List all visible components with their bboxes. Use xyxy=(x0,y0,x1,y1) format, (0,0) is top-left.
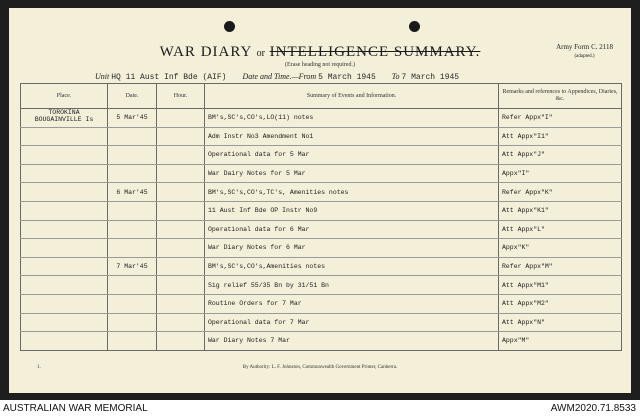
table-row xyxy=(21,332,622,351)
cell-date xyxy=(108,201,157,220)
punch-hole-left xyxy=(224,21,235,32)
cell-hour xyxy=(157,220,205,239)
cell-place xyxy=(21,183,108,202)
cell-hour xyxy=(157,127,205,146)
col-remarks-header: Remarks and references to Appendices, Diaries, &c. xyxy=(499,84,622,109)
cell-hour xyxy=(157,313,205,332)
from-value: 5 March 1945 xyxy=(318,73,376,82)
form-sub: (adapted.) xyxy=(574,54,595,59)
cell-summary: Sig relief 55/35 Bn by 31/51 Bn xyxy=(205,276,499,295)
cell-remarks: Refer Appx"K" xyxy=(499,183,622,202)
cell-hour xyxy=(157,146,205,165)
cell-hour xyxy=(157,294,205,313)
cell-place xyxy=(21,201,108,220)
archive-footer xyxy=(0,400,640,417)
cell-hour xyxy=(157,332,205,351)
cell-place xyxy=(21,313,108,332)
archive-id: AWM2020.71.8533 xyxy=(550,403,636,414)
table-row xyxy=(21,127,622,146)
cell-place xyxy=(21,146,108,165)
cell-summary: War Diary Notes for 6 Mar xyxy=(205,239,499,258)
cell-date xyxy=(108,294,157,313)
cell-date: 5 Mar'45 xyxy=(108,109,157,128)
unit-line xyxy=(95,72,459,82)
cell-date xyxy=(108,313,157,332)
date-label: Date and Time.—From xyxy=(242,72,317,81)
cell-remarks: Att Appx"N" xyxy=(499,313,622,332)
col-hour-header: Hour. xyxy=(157,84,205,109)
to-value: 7 March 1945 xyxy=(401,73,460,82)
cell-date xyxy=(108,146,157,165)
cell-remarks: Appx"I" xyxy=(499,164,622,183)
cell-remarks: Att Appx"I1" xyxy=(499,127,622,146)
form-number xyxy=(556,43,613,61)
cell-summary: War Diary Notes 7 Mar xyxy=(205,332,499,351)
cell-date xyxy=(108,127,157,146)
cell-summary: Operational data for 6 Mar xyxy=(205,220,499,239)
cell-hour xyxy=(157,201,205,220)
diary-table xyxy=(20,83,622,351)
table-row xyxy=(21,164,622,183)
col-summary-header: Summary of Events and Information. xyxy=(205,84,499,109)
cell-hour xyxy=(157,183,205,202)
cell-hour xyxy=(157,239,205,258)
cell-remarks: Att Appx"K1" xyxy=(499,201,622,220)
cell-date xyxy=(108,164,157,183)
diary-body xyxy=(21,109,622,351)
cell-date xyxy=(108,276,157,295)
cell-remarks: Refer Appx"M" xyxy=(499,257,622,276)
cell-remarks: Appx"M" xyxy=(499,332,622,351)
cell-place xyxy=(21,332,108,351)
table-row xyxy=(21,201,622,220)
table-row xyxy=(21,146,622,165)
cell-remarks: Att Appx"L" xyxy=(499,220,622,239)
cell-remarks: Att Appx"J" xyxy=(499,146,622,165)
cell-place xyxy=(21,276,108,295)
table-header-row xyxy=(21,84,622,109)
unit-value: HQ 11 Aust Inf Bde (AIF) xyxy=(111,73,227,82)
table-row xyxy=(21,220,622,239)
col-date-header: Date. xyxy=(108,84,157,109)
archive-name: AUSTRALIAN WAR MEMORIAL xyxy=(3,403,148,414)
cell-summary: BM's,SC's,CO's,LO(11) notes xyxy=(205,109,499,128)
table-row xyxy=(21,109,622,128)
cell-hour xyxy=(157,276,205,295)
cell-summary: BM's,SC's,CO's,Amenities notes xyxy=(205,257,499,276)
cell-date xyxy=(108,332,157,351)
form-name: Army Form C. 2118 xyxy=(556,43,613,51)
cell-place xyxy=(21,257,108,276)
cell-date xyxy=(108,220,157,239)
cell-place: TOROKINA BOUGAINVILLE Is xyxy=(21,109,108,128)
cell-date xyxy=(108,239,157,258)
col-place-header: Place. xyxy=(21,84,108,109)
erase-note: (Erase heading not required.) xyxy=(285,62,355,68)
table-row xyxy=(21,239,622,258)
title-struck: INTELLIGENCE SUMMARY. xyxy=(269,44,481,60)
cell-remarks: Refer Appx"I" xyxy=(499,109,622,128)
unit-label: Unit xyxy=(95,72,110,81)
cell-summary: Operational data for 7 Mar xyxy=(205,313,499,332)
cell-place xyxy=(21,127,108,146)
cell-hour xyxy=(157,164,205,183)
to-label: To xyxy=(391,72,400,81)
cell-place xyxy=(21,164,108,183)
cell-remarks: Att Appx"M2" xyxy=(499,294,622,313)
cell-summary: BM's,SC's,CO's,TC's, Amenities notes xyxy=(205,183,499,202)
cell-hour xyxy=(157,109,205,128)
table-row xyxy=(21,276,622,295)
table-row xyxy=(21,257,622,276)
cell-place xyxy=(21,239,108,258)
cell-remarks: Att Appx"M1" xyxy=(499,276,622,295)
cell-hour xyxy=(157,257,205,276)
page-marker: 1. xyxy=(37,365,41,370)
cell-summary: Adm Instr No3 Amendment No1 xyxy=(205,127,499,146)
printer-authority: By Authority: L. F. Johnston, Commonwealth Government Printer, Canberra. xyxy=(242,365,398,370)
cell-summary: Routine Orders for 7 Mar xyxy=(205,294,499,313)
table-row xyxy=(21,183,622,202)
table-row xyxy=(21,313,622,332)
cell-place xyxy=(21,220,108,239)
cell-remarks: Appx"K" xyxy=(499,239,622,258)
cell-summary: War Dairy Notes for 5 Mar xyxy=(205,164,499,183)
title-main: WAR DIARY xyxy=(159,44,252,60)
cell-date: 7 Mar'45 xyxy=(108,257,157,276)
page-title xyxy=(9,44,631,61)
cell-summary: Operational data for 5 Mar xyxy=(205,146,499,165)
punch-hole-right xyxy=(409,21,420,32)
table-row xyxy=(21,294,622,313)
cell-place xyxy=(21,294,108,313)
war-diary-sheet xyxy=(9,8,631,393)
cell-date: 6 Mar'45 xyxy=(108,183,157,202)
title-or: or xyxy=(256,48,265,59)
cell-summary: 11 Aust Inf Bde OP Instr No9 xyxy=(205,201,499,220)
